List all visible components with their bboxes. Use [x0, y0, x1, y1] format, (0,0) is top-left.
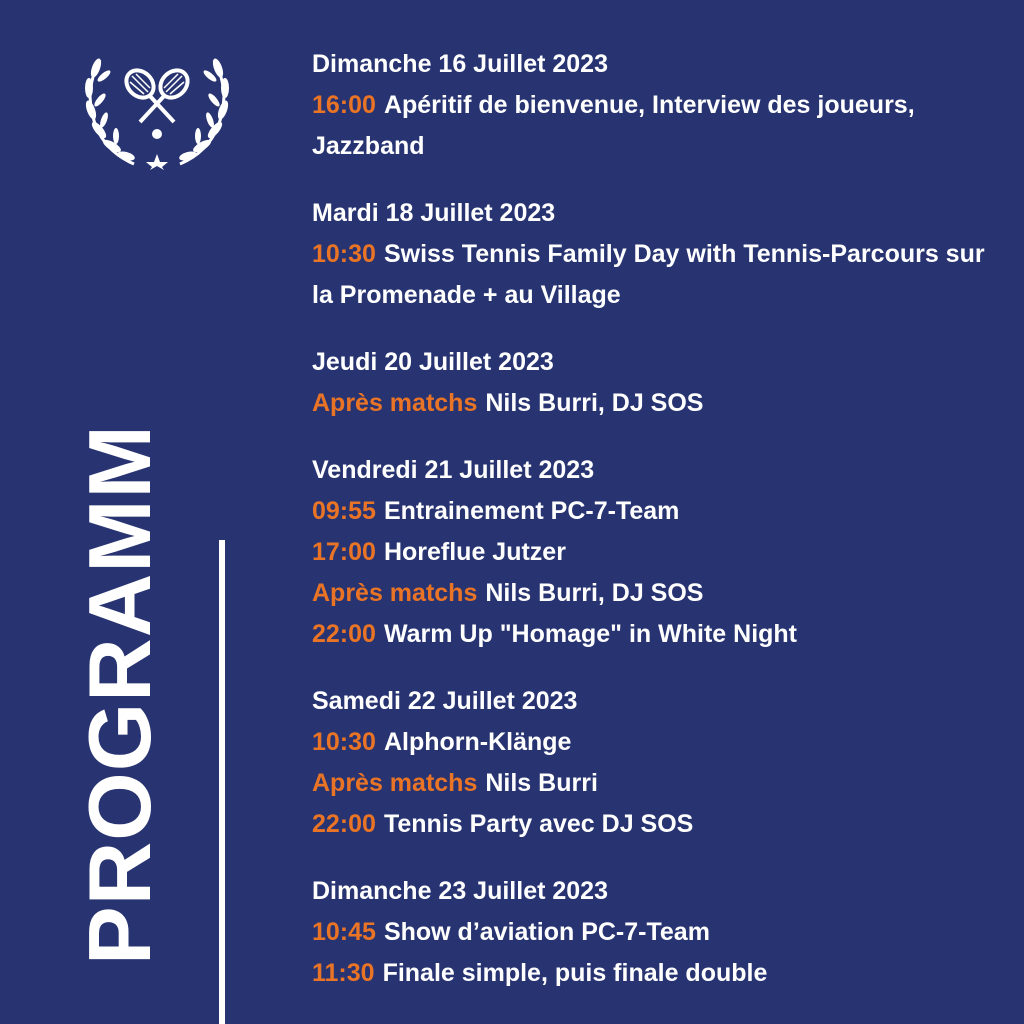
day-block [312, 342, 1012, 424]
vertical-divider [219, 540, 225, 1024]
day-block [312, 871, 1012, 994]
event-text: Swiss Tennis Family Day with Tennis-Parcours sur la Promenade + au Village [312, 240, 985, 309]
event-item [312, 491, 1012, 532]
event-time: 22:00 [312, 810, 376, 838]
day-date: Mardi 18 Juillet 2023 [312, 199, 556, 227]
event-text: Nils Burri [485, 769, 598, 797]
day-date: Dimanche 16 Juillet 2023 [312, 50, 608, 78]
day-block [312, 44, 1012, 167]
event-item [312, 383, 1012, 424]
day-date: Vendredi 21 Juillet 2023 [312, 456, 595, 484]
event-time: Après matchs [312, 769, 478, 797]
tennis-logo-icon [82, 46, 232, 170]
day-date: Jeudi 20 Juillet 2023 [312, 348, 554, 376]
event-text: Finale simple, puis finale double [382, 959, 768, 987]
day-date: Dimanche 23 Juillet 2023 [312, 877, 608, 905]
event-item [312, 722, 1012, 763]
event-time: Après matchs [312, 579, 478, 607]
event-item [312, 614, 1012, 655]
event-time: 09:55 [312, 497, 376, 525]
day-date: Samedi 22 Juillet 2023 [312, 687, 578, 715]
event-time: 17:00 [312, 538, 376, 566]
event-item [312, 573, 1012, 614]
event-time: 22:00 [312, 620, 376, 648]
event-text: Nils Burri, DJ SOS [485, 389, 704, 417]
event-text: Tennis Party avec DJ SOS [383, 810, 694, 838]
event-text: Apéritif de bienvenue, Interview des joueurs, Jazzband [312, 91, 915, 160]
event-time: 10:30 [312, 240, 376, 268]
event-text: Horeflue Jutzer [383, 538, 566, 566]
event-time: Après matchs [312, 389, 478, 417]
event-time: 10:45 [312, 918, 376, 946]
event-item [312, 85, 1012, 167]
day-block [312, 681, 1012, 845]
event-text: Warm Up "Homage" in White Night [383, 620, 798, 648]
event-item [312, 532, 1012, 573]
day-block [312, 450, 1012, 655]
event-time: 11:30 [312, 959, 375, 987]
event-item [312, 234, 1012, 316]
event-text: Alphorn-Klänge [383, 728, 572, 756]
page-title: PROGRAMM [70, 424, 169, 965]
event-text: Nils Burri, DJ SOS [485, 579, 704, 607]
event-time: 10:30 [312, 728, 376, 756]
event-item [312, 804, 1012, 845]
event-text: Show d’aviation PC-7-Team [383, 918, 710, 946]
event-item [312, 953, 1012, 994]
program-list [312, 44, 1012, 1020]
event-item [312, 912, 1012, 953]
event-text: Entrainement PC-7-Team [383, 497, 680, 525]
event-item [312, 763, 1012, 804]
event-time: 16:00 [312, 91, 376, 119]
day-block [312, 193, 1012, 316]
